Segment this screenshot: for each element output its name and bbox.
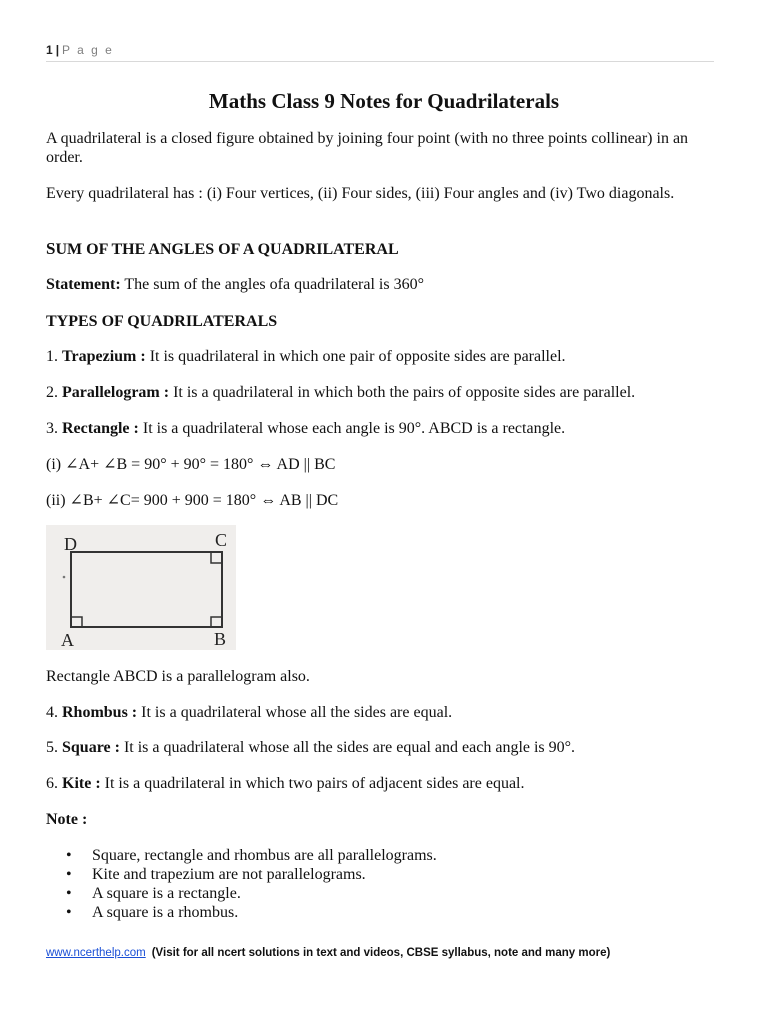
sum-of-angles-heading bbox=[46, 239, 716, 259]
types-heading: TYPES OF QUADRILATERALS bbox=[46, 313, 278, 330]
rectangle-abcd-figure bbox=[46, 525, 236, 650]
type-number: 4. bbox=[46, 704, 62, 721]
intro-paragraph: A quadrilateral is a closed figure obtained by joining four point (with no three points collinear) in an order. bbox=[46, 130, 689, 166]
type-number: 5. bbox=[46, 739, 62, 756]
type-text: It is quadrilateral in which one pair of opposite sides are parallel. bbox=[145, 348, 566, 365]
every-quadrilateral-paragraph: Every quadrilateral has : (i) Four vertices, (ii) Four sides, (iii) Four angles and (iv) Two diagonals. bbox=[46, 185, 675, 202]
scan-speck bbox=[63, 576, 66, 579]
page-header bbox=[46, 43, 714, 62]
bullet-icon: • bbox=[66, 866, 72, 883]
vertex-label-b: B bbox=[214, 629, 227, 649]
type-label: Trapezium : bbox=[62, 348, 146, 365]
rectangle-diagram bbox=[46, 525, 236, 650]
type-label: Parallelogram : bbox=[62, 384, 170, 401]
type-label: Rhombus : bbox=[62, 704, 138, 721]
statement-label: Statement: bbox=[46, 276, 121, 293]
sum-heading-rest: UM OF THE ANGLES OF A QUADRILATERAL bbox=[55, 241, 399, 258]
type-item-kite bbox=[46, 774, 716, 793]
list-item-text: A square is a rhombus. bbox=[92, 904, 239, 921]
vertex-label-a: A bbox=[61, 630, 74, 650]
type-number: 3. bbox=[46, 420, 62, 437]
type-item-trapezium bbox=[46, 347, 716, 366]
type-text: It is a quadrilateral whose all the sides are equal and each angle is 90°. bbox=[119, 739, 576, 756]
note-label: Note : bbox=[46, 811, 88, 828]
equation-1: (i) ∠A+ ∠B = 90° + 90° = 180° ⇔ AD || BC bbox=[46, 456, 336, 473]
type-label: Kite : bbox=[62, 775, 101, 792]
type-item-rhombus bbox=[46, 703, 716, 722]
type-text: It is a quadrilateral whose all the sides are equal. bbox=[137, 704, 453, 721]
vertex-label-c: C bbox=[215, 530, 228, 550]
list-item bbox=[46, 865, 646, 884]
page-separator: | bbox=[55, 43, 60, 57]
vertex-label-d: D bbox=[64, 534, 77, 554]
list-item bbox=[46, 846, 646, 865]
type-item-parallelogram bbox=[46, 383, 716, 402]
type-text: It is a quadrilateral whose each angle is 90°. ABCD is a rectangle. bbox=[138, 420, 566, 437]
bullet-icon: • bbox=[66, 885, 72, 902]
type-label: Rectangle : bbox=[62, 420, 139, 437]
statement-paragraph bbox=[46, 275, 716, 294]
type-item-square bbox=[46, 738, 716, 757]
type-number: 1. bbox=[46, 348, 62, 365]
bullet-icon: • bbox=[66, 847, 72, 864]
statement-text: The sum of the angles ofa quadrilateral is 360° bbox=[120, 276, 424, 293]
type-text: It is a quadrilateral in which both the pairs of opposite sides are parallel. bbox=[169, 384, 636, 401]
type-text: It is a quadrilateral in which two pairs of adjacent sides are equal. bbox=[100, 775, 525, 792]
type-number: 6. bbox=[46, 775, 62, 792]
page-label: P a g e bbox=[62, 43, 114, 57]
list-item bbox=[46, 884, 646, 903]
page-number: 1 bbox=[46, 43, 53, 57]
bullet-icon: • bbox=[66, 904, 72, 921]
type-number: 2. bbox=[46, 384, 62, 401]
page-footer bbox=[46, 947, 746, 959]
page-title: Maths Class 9 Notes for Quadrilaterals bbox=[208, 89, 560, 113]
rectangle-note: Rectangle ABCD is a parallelogram also. bbox=[46, 668, 310, 685]
list-item-text: Kite and trapezium are not parallelograms. bbox=[92, 866, 366, 883]
list-item-text: Square, rectangle and rhombus are all parallelograms. bbox=[92, 847, 437, 864]
type-label: Square : bbox=[62, 739, 120, 756]
list-item bbox=[46, 903, 646, 922]
equation-2: (ii) ∠B+ ∠C= 900 + 900 = 180° ⇔ AB || DC bbox=[46, 492, 339, 509]
list-item-text: A square is a rectangle. bbox=[92, 885, 241, 902]
footer-note: (Visit for all ncert solutions in text and videos, CBSE syllabus, note and many more) bbox=[151, 947, 611, 959]
ncerthelp-link[interactable]: www.ncerthelp.com bbox=[46, 947, 146, 959]
sum-heading-initial: S bbox=[46, 239, 56, 258]
notes-list bbox=[46, 846, 646, 922]
type-item-rectangle bbox=[46, 419, 716, 438]
